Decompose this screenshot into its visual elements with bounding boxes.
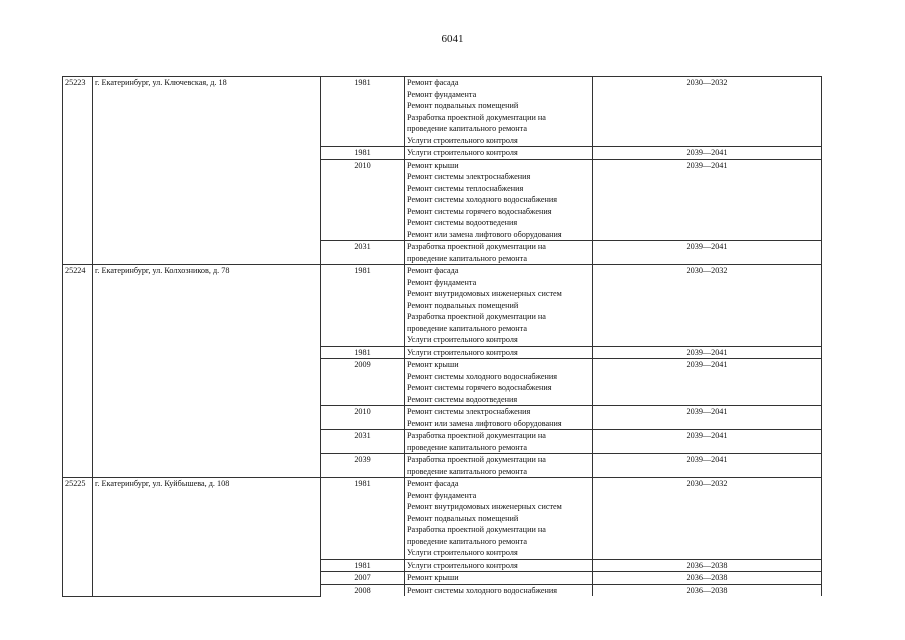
building-id: 25225	[63, 478, 93, 597]
commissioning-year: 1981	[321, 265, 405, 347]
work-list	[405, 559, 593, 572]
commissioning-year: 1981	[321, 77, 405, 147]
work-item: проведение капитального ремонта	[407, 536, 527, 546]
work-item: проведение капитального ремонта	[407, 466, 527, 476]
repair-period: 2039—2041	[593, 159, 822, 241]
work-item: проведение капитального ремонта	[407, 124, 527, 133]
work-item: Ремонт внутридомовых инженерных систем	[407, 502, 562, 511]
work-item: Ремонт фундамента	[407, 277, 477, 287]
table-row	[63, 77, 822, 147]
building-address: г. Екатеринбург, ул. Ключевская, д. 18	[93, 77, 321, 265]
work-list	[405, 147, 593, 160]
commissioning-year: 2031	[321, 241, 405, 265]
work-item: проведение капитального ремонта	[407, 323, 527, 333]
table-row	[63, 265, 822, 347]
work-item: Услуги строительного контроля	[407, 135, 518, 145]
work-item: Ремонт системы горячего водоснабжения	[407, 383, 552, 392]
work-item: Ремонт системы электроснабжения	[407, 172, 531, 181]
commissioning-year: 1981	[321, 478, 405, 560]
work-item: Ремонт системы горячего водоснабжения	[407, 206, 552, 216]
work-list	[405, 584, 593, 596]
commissioning-year: 2008	[321, 584, 405, 596]
commissioning-year: 2039	[321, 454, 405, 478]
work-item: Ремонт системы холодного водоснабжения	[407, 585, 558, 595]
work-item: Услуги строительного контроля	[407, 548, 518, 557]
repair-schedule-table	[62, 76, 822, 597]
repair-period: 2030—2032	[593, 77, 822, 147]
work-item: Услуги строительного контроля	[407, 560, 518, 570]
work-item: Разработка проектной документации на	[407, 455, 546, 464]
commissioning-year: 1981	[321, 559, 405, 572]
work-list	[405, 359, 593, 406]
work-item: Ремонт подвальных помещений	[407, 513, 519, 523]
commissioning-year: 2007	[321, 572, 405, 585]
repair-period: 2039—2041	[593, 346, 822, 359]
commissioning-year: 2010	[321, 406, 405, 430]
work-item: Ремонт или замена лифтового оборудования	[407, 418, 562, 428]
repair-period: 2036—2038	[593, 559, 822, 572]
commissioning-year: 2031	[321, 430, 405, 454]
repair-period: 2039—2041	[593, 147, 822, 160]
work-item: проведение капитального ремонта	[407, 442, 527, 452]
work-item: Разработка проектной документации на	[407, 242, 546, 251]
work-list	[405, 430, 593, 454]
work-item: Ремонт фундамента	[407, 89, 477, 99]
repair-period: 2030—2032	[593, 478, 822, 560]
work-list	[405, 406, 593, 430]
building-id: 25224	[63, 265, 93, 478]
work-list	[405, 346, 593, 359]
work-item: Ремонт фасада	[407, 479, 459, 488]
building-address: г. Екатеринбург, ул. Колхозников, д. 78	[93, 265, 321, 478]
work-item: Ремонт фасада	[407, 266, 459, 275]
work-item: Ремонт системы водоотведения	[407, 218, 518, 227]
work-item: Услуги строительного контроля	[407, 148, 518, 157]
work-list	[405, 572, 593, 585]
building-address: г. Екатеринбург, ул. Куйбышева, д. 108	[93, 478, 321, 597]
table-row	[63, 478, 822, 560]
work-item: Услуги строительного контроля	[407, 335, 518, 344]
repair-period: 2039—2041	[593, 359, 822, 406]
work-item: Ремонт крыши	[407, 360, 459, 369]
repair-period: 2036—2038	[593, 572, 822, 585]
work-list	[405, 454, 593, 478]
work-list	[405, 77, 593, 147]
commissioning-year: 1981	[321, 346, 405, 359]
building-id: 25223	[63, 77, 93, 265]
repair-period: 2039—2041	[593, 430, 822, 454]
page-number: 6041	[441, 33, 464, 45]
work-item: Ремонт системы водоотведения	[407, 394, 518, 404]
commissioning-year: 2010	[321, 159, 405, 241]
work-item: Услуги строительного контроля	[407, 347, 518, 357]
work-list	[405, 159, 593, 241]
work-item: Разработка проектной документации на	[407, 312, 546, 321]
repair-period: 2039—2041	[593, 406, 822, 430]
work-item: Ремонт крыши	[407, 573, 459, 582]
commissioning-year: 1981	[321, 147, 405, 160]
work-item: проведение капитального ремонта	[407, 253, 527, 263]
repair-period: 2036—2038	[593, 584, 822, 596]
repair-period: 2039—2041	[593, 454, 822, 478]
work-item: Ремонт фасада	[407, 78, 459, 87]
work-item: Ремонт внутридомовых инженерных систем	[407, 289, 562, 298]
work-list	[405, 241, 593, 265]
work-item: Ремонт или замена лифтового оборудования	[407, 229, 562, 239]
work-item: Разработка проектной документации на	[407, 431, 546, 440]
work-item: Ремонт системы теплоснабжения	[407, 183, 524, 193]
repair-period: 2030—2032	[593, 265, 822, 347]
work-item: Ремонт системы электроснабжения	[407, 407, 531, 416]
work-item: Ремонт фундамента	[407, 490, 477, 500]
work-item: Разработка проектной документации на	[407, 525, 546, 534]
repair-period: 2039—2041	[593, 241, 822, 265]
work-item: Разработка проектной документации на	[407, 112, 546, 122]
work-item: Ремонт системы холодного водоснабжения	[407, 371, 558, 381]
work-item: Ремонт подвальных помещений	[407, 300, 519, 310]
work-list	[405, 478, 593, 560]
work-item: Ремонт крыши	[407, 160, 459, 170]
work-item: Ремонт подвальных помещений	[407, 101, 519, 110]
commissioning-year: 2009	[321, 359, 405, 406]
work-item: Ремонт системы холодного водоснабжения	[407, 195, 558, 204]
work-list	[405, 265, 593, 347]
